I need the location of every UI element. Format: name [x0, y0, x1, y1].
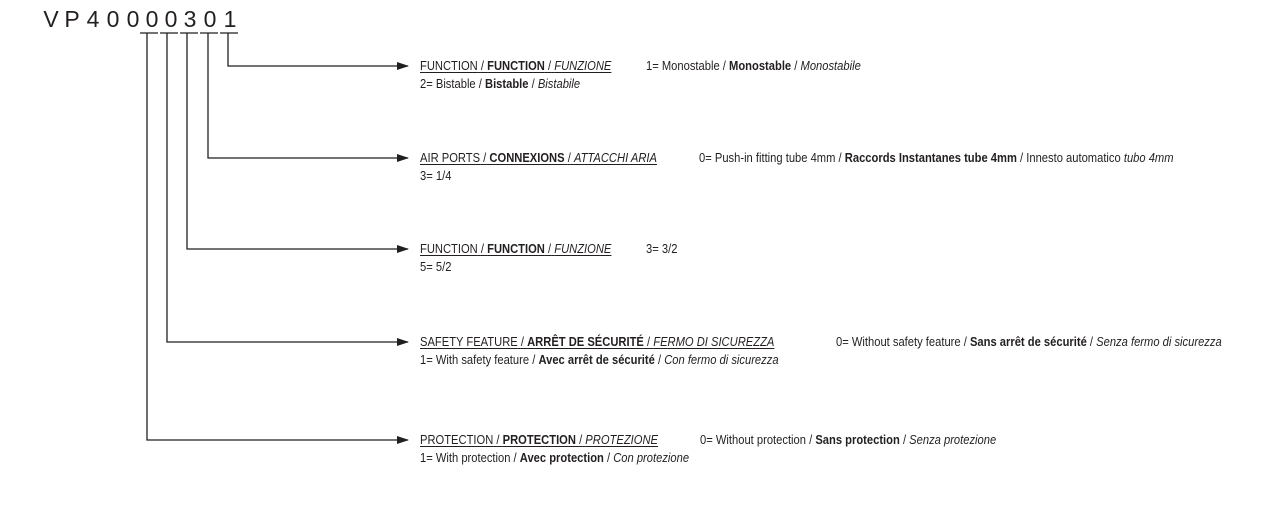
code-char: 0 [145, 6, 159, 32]
separator: / [480, 58, 485, 73]
title-fr: FUNCTION [487, 241, 545, 256]
option-it: Monostabile [800, 58, 861, 73]
option-key: 1= [420, 450, 433, 465]
option-fr: Avec arrêt de sécurité [538, 352, 655, 367]
option-row [420, 167, 451, 185]
option-row [420, 351, 779, 369]
option-fr: Bistable [484, 76, 529, 91]
title-en: FUNCTION [420, 58, 478, 73]
separator: / [548, 58, 552, 73]
separator: / [478, 76, 482, 91]
option-en: Without protection [716, 432, 807, 447]
option-en: Bistable [435, 76, 476, 91]
separator: / [809, 432, 813, 447]
title-it: ATTACCHI ARIA [573, 150, 657, 165]
title-it: FERMO DI SICUREZZA [653, 334, 775, 349]
option-key: 5= [420, 259, 433, 274]
section-safety-feature [420, 333, 1284, 369]
option-row [836, 333, 1222, 351]
option-it: Con protezione [613, 450, 690, 465]
separator: / [657, 352, 662, 367]
section-function-ways [420, 240, 683, 276]
section-air-ports [420, 149, 1251, 185]
section-title [420, 431, 658, 449]
section-title [420, 240, 611, 258]
title-en: SAFETY FEATURE [420, 334, 518, 349]
title-fr: ARRÊT DE SÉCURITÉ [527, 334, 644, 349]
title-it: FUNZIONE [554, 241, 612, 256]
option-it-prefix: Innesto automatico [1026, 150, 1121, 165]
separator: / [531, 76, 535, 91]
separator: / [480, 241, 485, 256]
section-title [420, 149, 657, 167]
option-it: Bistabile [537, 76, 581, 91]
separator: / [1089, 334, 1093, 349]
option-fr: Raccords Instantanes tube 4mm [844, 150, 1018, 165]
separator: / [513, 450, 517, 465]
connector-arrow [208, 33, 408, 158]
title-en: PROTECTION [420, 432, 494, 447]
code-char: P [64, 6, 80, 32]
separator: / [532, 352, 536, 367]
option-en: 3/2 [662, 241, 678, 256]
title-en: AIR PORTS [420, 150, 481, 165]
separator: / [963, 334, 967, 349]
option-key: 1= [420, 352, 433, 367]
option-en: Push-in fitting tube 4mm [715, 150, 836, 165]
option-row [420, 449, 689, 467]
option-it: Senza fermo di sicurezza [1095, 334, 1222, 349]
option-en: Without safety feature [851, 334, 961, 349]
option-fr: Monostable [729, 58, 792, 73]
separator: / [1020, 150, 1024, 165]
option-row [700, 431, 996, 449]
code-char: 0 [164, 6, 178, 32]
option-key: 3= [420, 168, 433, 183]
option-en: Monostable [662, 58, 720, 73]
option-fr: Avec protection [519, 450, 604, 465]
section-function [420, 57, 896, 93]
code-char: 0 [106, 6, 120, 32]
separator: / [722, 58, 727, 73]
title-fr: PROTECTION [502, 432, 576, 447]
option-en: With safety feature [435, 352, 530, 367]
option-key: 0= [699, 150, 712, 165]
option-row [646, 57, 861, 75]
option-en: 5/2 [435, 259, 452, 274]
separator: / [483, 150, 487, 165]
separator: / [520, 334, 524, 349]
section-protection [420, 431, 1045, 467]
code-char: 4 [86, 6, 100, 32]
code-char: 0 [126, 6, 140, 32]
separator: / [903, 432, 907, 447]
separator: / [606, 450, 611, 465]
option-en: With protection [435, 450, 511, 465]
title-fr: CONNEXIONS [489, 150, 565, 165]
code-char: 0 [203, 6, 217, 32]
option-row [646, 240, 677, 258]
connector-arrow [228, 33, 408, 66]
title-it: PROTEZIONE [585, 432, 658, 447]
option-key: 1= [646, 58, 659, 73]
title-en: FUNCTION [420, 241, 478, 256]
option-row [699, 149, 1174, 167]
separator: / [579, 432, 583, 447]
option-key: 3= [646, 241, 659, 256]
option-fr: Sans arrêt de sécurité [969, 334, 1087, 349]
section-title [420, 333, 774, 351]
option-en: 1/4 [435, 168, 452, 183]
option-it: Senza protezione [909, 432, 997, 447]
option-row [420, 75, 580, 93]
option-row [420, 258, 451, 276]
code-char: V [43, 6, 59, 32]
section-title [420, 57, 611, 75]
separator: / [838, 150, 842, 165]
separator: / [567, 150, 571, 165]
option-key: 0= [700, 432, 714, 447]
option-fr: Sans protection [815, 432, 901, 447]
option-key: 2= [420, 76, 433, 91]
separator: / [794, 58, 798, 73]
title-it: FUNZIONE [554, 58, 612, 73]
separator: / [646, 334, 651, 349]
separator: / [496, 432, 500, 447]
separator: / [548, 241, 552, 256]
option-key: 0= [835, 334, 849, 349]
connector-arrow [147, 33, 408, 440]
code-char: 3 [183, 6, 197, 32]
title-fr: FUNCTION [487, 58, 545, 73]
option-it: tubo 4mm [1124, 150, 1174, 165]
code-char: 1 [223, 6, 237, 32]
connector-arrow [167, 33, 408, 342]
option-it: Con fermo di sicurezza [664, 352, 779, 367]
